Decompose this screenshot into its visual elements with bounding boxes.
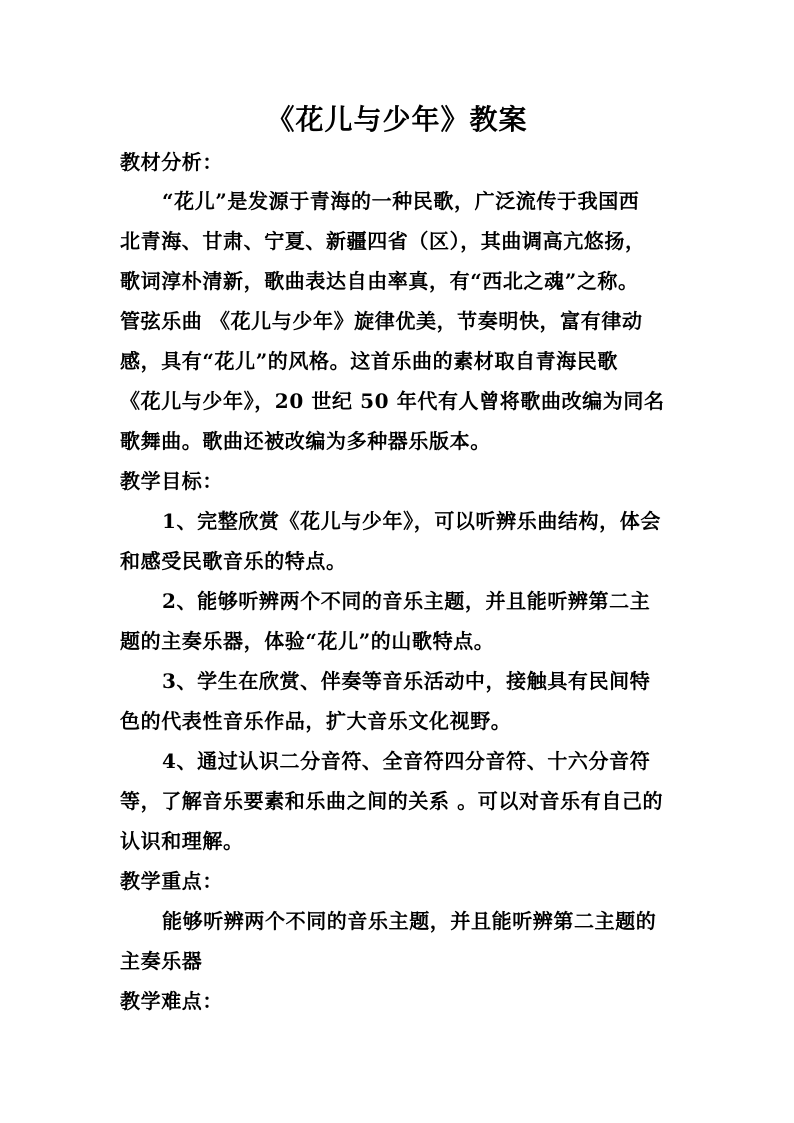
section-heading-key-points: 教学重点： (120, 869, 223, 893)
objective-line: 4、通过认识二分音符、全音符四分音符、十六分音符 (162, 749, 651, 773)
paragraph-line: 感，具有“花儿”的风格。这首乐曲的素材取自青海民歌 (120, 349, 619, 373)
paragraph-line: 歌词淳朴清新，歌曲表达自由率真，有“西北之魂”之称。 (120, 269, 639, 293)
paragraph-line: 歌舞曲。歌曲还被改编为多种器乐版本。 (120, 429, 491, 453)
section-heading-analysis: 教材分析： (120, 150, 223, 174)
objective-line: 1、完整欣赏《花儿与少年》，可以听辨乐曲结构，体会 (162, 509, 661, 533)
paragraph-line: 《花儿与少年》，20 世纪 50 年代有人曾将歌曲改编为同名 (120, 389, 665, 413)
page-title: 《花儿与少年》教案 (266, 103, 528, 136)
objective-line: 2、能够听辨两个不同的音乐主题，并且能听辨第二主 (162, 589, 651, 613)
key-point-line: 主奏乐器 (120, 949, 203, 973)
objective-line: 色的代表性音乐作品，扩大音乐文化视野。 (120, 709, 512, 733)
section-heading-objectives: 教学目标： (120, 469, 223, 493)
paragraph-line: 北青海、甘肃、宁夏、新疆四省（区），其曲调高亢悠扬， (120, 229, 646, 253)
objective-line: 等，了解音乐要素和乐曲之间的关系 。可以对音乐有自己的 (120, 789, 664, 813)
objective-line: 认识和理解。 (120, 829, 244, 853)
paragraph-line: “花儿”是发源于青海的一种民歌，广泛流传于我国西 (162, 189, 640, 213)
objective-line: 3、学生在欣赏、伴奏等音乐活动中，接触具有民间特 (162, 669, 651, 693)
objective-line: 和感受民歌音乐的特点。 (120, 549, 347, 573)
key-point-line: 能够听辨两个不同的音乐主题，并且能听辨第二主题的 (162, 909, 657, 933)
objective-line: 题的主奏乐器，体验“花儿”的山歌特点。 (120, 629, 495, 653)
section-heading-difficulties: 教学难点： (120, 989, 223, 1013)
paragraph-line: 管弦乐曲 《花儿与少年》旋律优美，节奏明快，富有律动 (120, 309, 643, 333)
